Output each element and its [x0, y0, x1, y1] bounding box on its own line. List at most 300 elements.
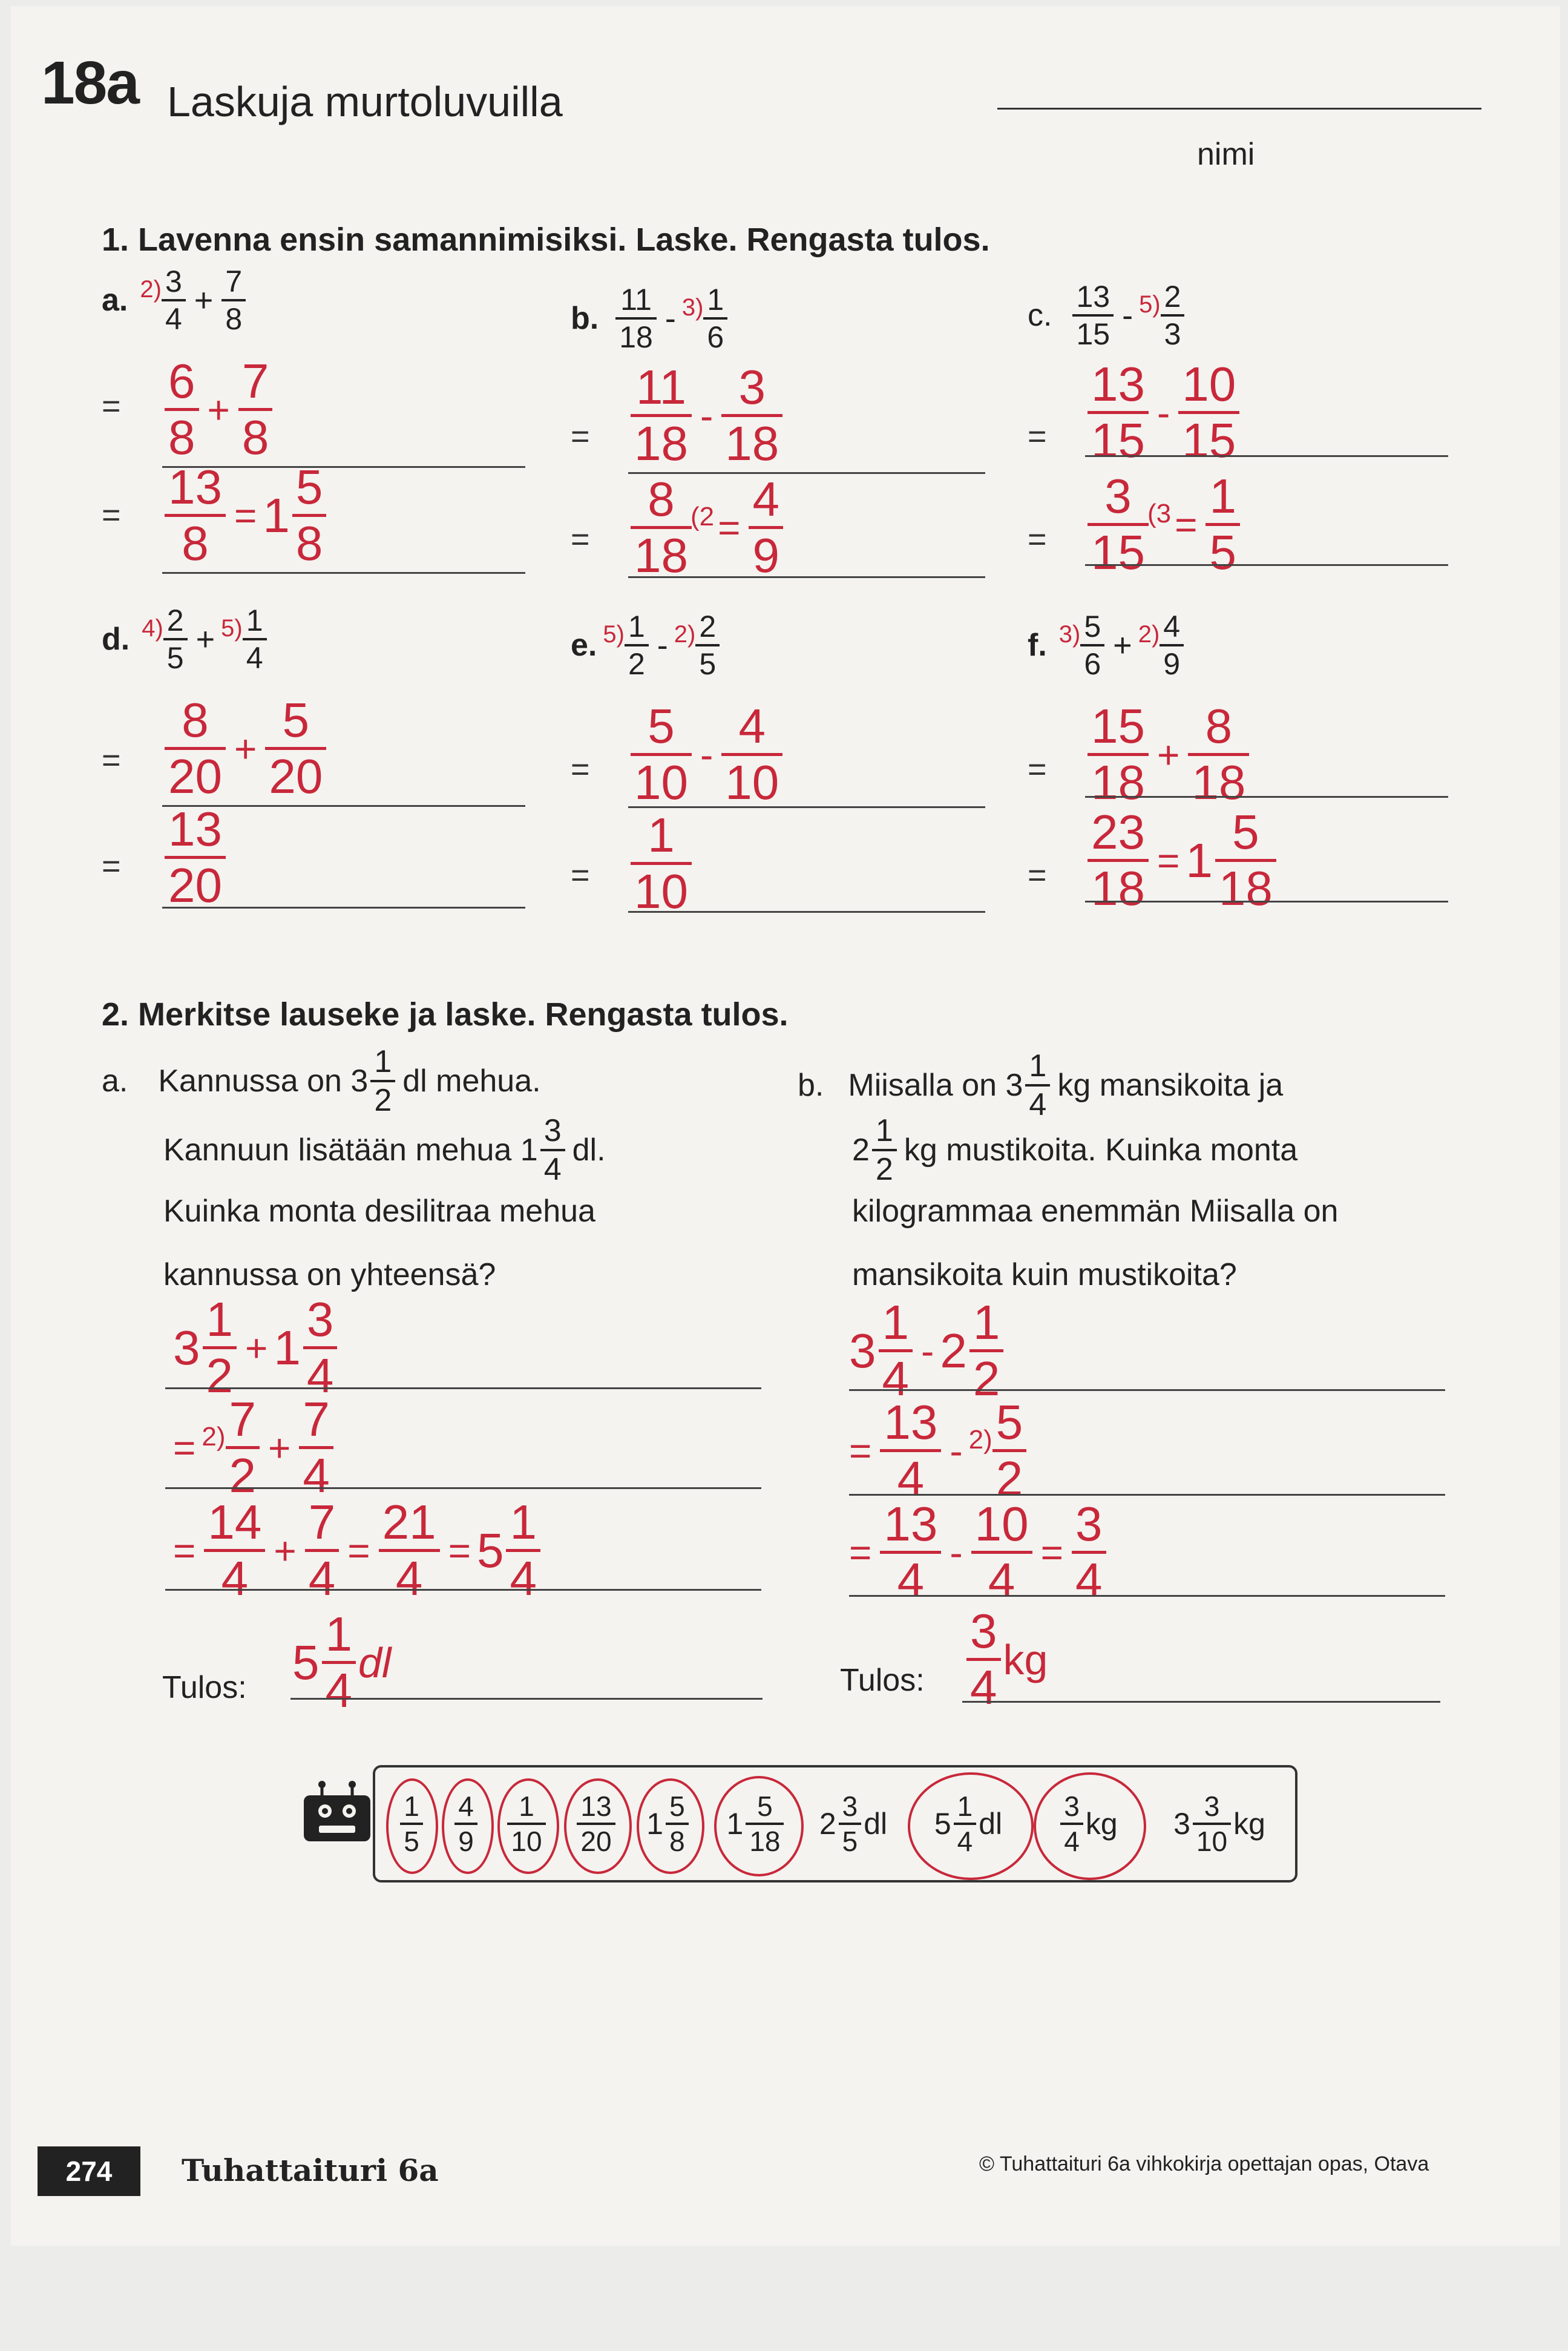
- operator: +: [207, 387, 230, 432]
- denominator: 20: [269, 749, 323, 803]
- numerator: 3: [543, 1113, 562, 1148]
- numerator: 1: [325, 1607, 352, 1661]
- task1-c-letter: c.: [1028, 298, 1052, 333]
- problem-text: Kannuun lisätään mehua 1: [163, 1133, 538, 1168]
- denominator: 4: [543, 1152, 562, 1187]
- task1-a-step2: [162, 460, 329, 570]
- fraction: [165, 693, 226, 803]
- fraction: [243, 605, 267, 673]
- denominator: 2: [206, 1349, 233, 1402]
- unit: kg: [1085, 1807, 1118, 1841]
- answer-line[interactable]: [628, 911, 985, 913]
- operator: =: [1040, 1530, 1064, 1574]
- whole-number: 2: [819, 1807, 836, 1841]
- page-title: Laskuja murtoluvuilla: [167, 78, 563, 125]
- numerator: 4: [752, 472, 779, 526]
- denominator: 9: [458, 1826, 474, 1857]
- numerator: 3: [165, 265, 182, 298]
- name-label: nimi: [1197, 137, 1255, 172]
- answer-line[interactable]: [162, 572, 525, 574]
- numerator: 5: [295, 460, 323, 514]
- task1-f-step2: [1085, 805, 1279, 915]
- fraction: [303, 1292, 338, 1402]
- task1-f-letter: f.: [1028, 628, 1047, 663]
- denominator: 4: [882, 1352, 909, 1406]
- expand-mark: 5): [221, 614, 243, 642]
- answer-circle: [714, 1776, 804, 1876]
- task1-b-letter: b.: [571, 301, 599, 336]
- answer-line[interactable]: [1085, 564, 1448, 566]
- numerator: 13: [168, 460, 222, 514]
- equals-sign: =: [1028, 857, 1047, 893]
- numerator: 7: [241, 354, 269, 408]
- denominator: 5: [842, 1826, 858, 1857]
- denominator: 4: [957, 1826, 973, 1857]
- operator: +: [268, 1425, 291, 1470]
- fraction: [1188, 699, 1249, 809]
- answer-line[interactable]: [165, 1487, 761, 1489]
- fraction: [971, 1497, 1032, 1607]
- expand-mark: 2): [968, 1424, 992, 1455]
- result-line[interactable]: [290, 1698, 763, 1700]
- operator: =: [173, 1425, 196, 1470]
- numerator: 1: [707, 283, 724, 317]
- numerator: 13: [580, 1790, 612, 1822]
- whole-number: 5: [476, 1523, 504, 1577]
- equals-sign: =: [571, 857, 590, 893]
- denominator: 8: [168, 410, 195, 464]
- page-number-badge: 18a: [41, 49, 139, 117]
- task1-c-problem: [1028, 281, 1187, 349]
- fraction: [1080, 611, 1104, 679]
- fraction: [625, 611, 649, 679]
- operator: +: [234, 726, 257, 771]
- equals-sign: =: [571, 418, 590, 455]
- answer-line[interactable]: [628, 472, 985, 474]
- numerator: 23: [1091, 805, 1145, 859]
- reduce-mark: (2: [690, 501, 715, 531]
- denominator: 15: [1091, 413, 1145, 467]
- fraction: [992, 1395, 1027, 1505]
- fraction: [379, 1495, 440, 1605]
- task1-a-problem: [102, 266, 248, 334]
- numerator: 7: [303, 1392, 330, 1446]
- numerator: 7: [308, 1495, 336, 1549]
- numerator: 3: [1204, 1790, 1220, 1822]
- numerator: 5: [1084, 610, 1101, 643]
- task2-a-work2: [173, 1392, 336, 1502]
- answer-circle: [637, 1778, 704, 1874]
- equals-sign: =: [571, 521, 590, 557]
- denominator: 2: [973, 1352, 1000, 1406]
- numerator: 1: [246, 603, 263, 637]
- fraction: [721, 360, 782, 470]
- task2-a-result-label: Tulos:: [162, 1670, 247, 1705]
- numerator: 8: [648, 472, 675, 526]
- denominator: 20: [168, 749, 222, 803]
- fraction: [1161, 281, 1185, 349]
- answer-line[interactable]: [849, 1595, 1445, 1597]
- operator: =: [718, 505, 741, 550]
- fraction: [370, 1046, 395, 1116]
- operator: -: [950, 1429, 963, 1473]
- answer-line[interactable]: [162, 907, 525, 909]
- fraction: [238, 354, 273, 464]
- numerator: 14: [208, 1495, 262, 1549]
- answer-line[interactable]: [849, 1494, 1445, 1496]
- denominator: 20: [580, 1826, 612, 1857]
- fraction: [1087, 357, 1149, 467]
- answer-line[interactable]: [165, 1589, 761, 1591]
- fraction: [1160, 611, 1184, 679]
- task1-e-step2: [628, 808, 694, 918]
- whole-number: 1: [646, 1807, 664, 1841]
- operator: -: [1122, 297, 1133, 334]
- task2-b-result-label: Tulos:: [840, 1663, 925, 1698]
- denominator: 8: [241, 410, 269, 464]
- denominator: 2: [628, 647, 645, 681]
- task1-c-step2: [1085, 469, 1242, 579]
- denominator: 4: [510, 1551, 537, 1605]
- numerator: 10: [974, 1497, 1029, 1551]
- answer-choice[interactable]: [802, 1767, 905, 1880]
- task2-b-work2: [849, 1395, 1029, 1505]
- answer-line[interactable]: [1085, 901, 1448, 903]
- denominator: 15: [1091, 525, 1145, 579]
- task1-a-letter: a.: [102, 283, 128, 318]
- denominator: 4: [308, 1551, 336, 1605]
- unit: dl: [358, 1639, 392, 1686]
- equals-sign: =: [102, 388, 121, 424]
- numerator: 3: [842, 1790, 858, 1822]
- denominator: 9: [1163, 647, 1181, 681]
- expand-mark: 5): [603, 620, 625, 648]
- answer-line[interactable]: [1085, 455, 1448, 457]
- answer-circle: [497, 1778, 559, 1874]
- denominator: 5: [404, 1826, 419, 1857]
- whole-number: 1: [1186, 833, 1213, 887]
- task1-b-step1: [628, 360, 785, 470]
- numerator: 1: [519, 1790, 534, 1822]
- whole-number: 1: [726, 1807, 744, 1841]
- operator: =: [347, 1528, 370, 1573]
- numerator: 1: [973, 1295, 1000, 1349]
- fraction: [1215, 805, 1276, 915]
- numerator: 4: [1163, 610, 1181, 643]
- problem-text: dl mehua.: [402, 1064, 541, 1099]
- fraction: [292, 460, 327, 570]
- task2-a-work1: [173, 1292, 340, 1402]
- denominator: 4: [165, 302, 182, 336]
- answer-line[interactable]: [628, 576, 985, 578]
- numerator: 6: [168, 354, 195, 408]
- fraction: [880, 1395, 941, 1505]
- denominator: 18: [749, 1826, 781, 1857]
- task1-d-step1: [162, 693, 329, 803]
- fraction: [165, 802, 226, 912]
- task2-a-line3: Kuinka monta desilitraa mehua: [163, 1194, 595, 1229]
- denominator: 10: [634, 755, 688, 809]
- answer-circle: [564, 1778, 632, 1874]
- answer-line[interactable]: [165, 1387, 761, 1389]
- fraction: [969, 1295, 1004, 1406]
- numerator: 3: [1064, 1790, 1080, 1822]
- denominator: 4: [1029, 1087, 1047, 1122]
- numerator: 13: [884, 1497, 938, 1551]
- numerator: 13: [1076, 280, 1110, 314]
- fraction: [1072, 1497, 1106, 1607]
- whole-number: 3: [849, 1323, 876, 1378]
- task2-a-line2: [163, 1115, 606, 1185]
- denominator: 15: [1076, 317, 1110, 351]
- task2-b-work3: [849, 1497, 1109, 1607]
- fraction: [631, 808, 692, 918]
- numerator: 1: [404, 1790, 419, 1822]
- fraction: [162, 266, 186, 334]
- denominator: 8: [225, 302, 243, 336]
- operator: -: [921, 1329, 934, 1373]
- problem-text: Kannussa on 3: [158, 1064, 369, 1099]
- numerator: 3: [970, 1604, 997, 1658]
- denominator: 4: [246, 641, 263, 675]
- equals-sign: =: [102, 742, 121, 778]
- operator: +: [195, 621, 215, 657]
- task1-f-problem: [1028, 611, 1186, 679]
- denominator: 18: [1091, 861, 1145, 915]
- robot-icon: [298, 1780, 376, 1846]
- task1-e-letter: e.: [571, 628, 597, 663]
- whole-number: 1: [263, 488, 290, 542]
- answer-circle: [442, 1778, 494, 1874]
- denominator: 4: [970, 1660, 997, 1714]
- problem-text: kg mustikoita. Kuinka monta: [904, 1133, 1298, 1168]
- footer-page-number: 274: [38, 2146, 140, 2196]
- numerator: 5: [282, 693, 310, 747]
- denominator: 10: [1196, 1826, 1228, 1857]
- fraction: [1025, 1050, 1050, 1120]
- denominator: 5: [699, 647, 717, 681]
- fraction: [721, 699, 782, 809]
- fraction: [1087, 469, 1149, 579]
- numerator: 1: [628, 610, 645, 643]
- numerator: 1: [510, 1495, 537, 1549]
- task2-b-line2: [852, 1115, 1297, 1185]
- numerator: 1: [1209, 469, 1236, 523]
- denominator: 4: [897, 1553, 925, 1607]
- answer-circle: [1034, 1772, 1146, 1880]
- denominator: 6: [1084, 647, 1101, 681]
- equals-sign: =: [102, 497, 121, 533]
- task1-b-problem: [571, 284, 730, 352]
- result-line[interactable]: [962, 1701, 1440, 1703]
- operator: +: [194, 282, 214, 318]
- worksheet-page: [11, 6, 1560, 2246]
- denominator: 8: [669, 1826, 685, 1857]
- task2-a-work3: [173, 1495, 543, 1605]
- denominator: 4: [221, 1551, 249, 1605]
- denominator: 18: [1218, 861, 1273, 915]
- denominator: 9: [752, 528, 779, 582]
- operator: +: [1113, 627, 1132, 663]
- task1-d-step2: [162, 802, 228, 912]
- task2-b-line4: mansikoita kuin mustikoita?: [852, 1257, 1237, 1292]
- footer-brand: Tuhattaituri 6a: [182, 2152, 439, 2188]
- denominator: 4: [1064, 1826, 1080, 1857]
- expand-mark: 2): [140, 275, 162, 303]
- whole-number: 5: [934, 1807, 951, 1841]
- denominator: 18: [1091, 755, 1145, 809]
- fraction: [1178, 357, 1239, 467]
- task2-title: 2. Merkitse lauseke ja laske. Rengasta tulos.: [102, 996, 789, 1033]
- expand-mark: 5): [1139, 291, 1161, 318]
- task2-a-line1: [102, 1046, 541, 1116]
- fraction: [880, 1497, 941, 1607]
- fraction: [204, 1495, 265, 1605]
- equals-sign: =: [1028, 521, 1047, 557]
- denominator: 10: [725, 755, 779, 809]
- fraction: [305, 1495, 340, 1605]
- numerator: 21: [382, 1495, 436, 1549]
- numerator: 4: [738, 699, 766, 753]
- task1-c-step1: [1085, 357, 1242, 467]
- operator: =: [1175, 502, 1198, 547]
- task2-b-result: [964, 1604, 1048, 1714]
- whole-number: 2: [940, 1323, 967, 1378]
- operator: +: [1156, 732, 1180, 777]
- denominator: 20: [168, 858, 222, 912]
- fraction: [872, 1115, 897, 1185]
- denominator: 4: [325, 1663, 352, 1717]
- task2-a-line4: kannussa on yhteensä?: [163, 1257, 496, 1292]
- unit: dl: [979, 1807, 1003, 1841]
- denominator: 4: [395, 1551, 423, 1605]
- denominator: 2: [996, 1452, 1023, 1505]
- answer-line[interactable]: [628, 806, 985, 808]
- numerator: 1: [1029, 1048, 1047, 1083]
- operator: =: [849, 1530, 872, 1574]
- numerator: 3: [1104, 469, 1132, 523]
- name-input-line[interactable]: [997, 108, 1481, 110]
- numerator: 2: [699, 610, 717, 643]
- reduce-mark: (3: [1147, 498, 1172, 528]
- unit: kg: [1003, 1636, 1048, 1683]
- equals-sign: =: [1028, 418, 1047, 455]
- fraction: [631, 360, 692, 470]
- expand-mark: 2): [1138, 620, 1160, 648]
- numerator: 13: [1091, 357, 1145, 411]
- task1-d-letter: d.: [102, 622, 130, 657]
- numerator: 7: [225, 265, 243, 298]
- fraction: [540, 1115, 565, 1185]
- task2-b-work1: [849, 1295, 1006, 1406]
- numerator: 11: [635, 360, 687, 414]
- denominator: 8: [295, 516, 323, 570]
- numerator: 1: [648, 808, 675, 862]
- answer-line[interactable]: [849, 1389, 1445, 1391]
- fraction: [165, 460, 226, 570]
- equals-sign: =: [571, 751, 590, 788]
- fraction: [631, 699, 692, 809]
- fraction: [1072, 281, 1114, 349]
- fraction: [221, 266, 246, 334]
- denominator: 2: [374, 1083, 392, 1118]
- answer-choice[interactable]: [1156, 1767, 1283, 1880]
- operator: +: [245, 1326, 268, 1370]
- whole-number: 3: [173, 1320, 200, 1375]
- operator: +: [274, 1528, 297, 1573]
- task1-title: 1. Lavenna ensin samannimisiksi. Laske. Rengasta tulos.: [102, 222, 990, 258]
- numerator: 2: [1164, 280, 1181, 314]
- expand-mark: 3): [681, 294, 704, 321]
- unit: dl: [864, 1807, 888, 1841]
- numerator: 5: [757, 1790, 773, 1822]
- operator: =: [849, 1429, 872, 1473]
- denominator: 4: [897, 1452, 925, 1505]
- operator: =: [448, 1528, 471, 1573]
- task1-f-step1: [1085, 699, 1251, 809]
- operator: -: [700, 732, 713, 777]
- task1-d-problem: [102, 605, 269, 673]
- equals-sign: =: [102, 848, 121, 884]
- fraction: [1206, 469, 1240, 579]
- numerator: 11: [620, 283, 652, 317]
- task2-b-letter: b.: [798, 1068, 824, 1103]
- fraction: [749, 472, 783, 582]
- problem-text: dl.: [572, 1133, 606, 1168]
- whole-number: 1: [274, 1320, 301, 1375]
- problem-text: kg mansikoita ja: [1057, 1068, 1284, 1103]
- numerator: 5: [1232, 805, 1259, 859]
- numerator: 5: [648, 699, 675, 753]
- denominator: 6: [707, 320, 724, 354]
- operator: =: [1156, 838, 1180, 883]
- numerator: 3: [306, 1292, 334, 1346]
- numerator: 8: [182, 693, 209, 747]
- numerator: 2: [166, 603, 184, 637]
- operator: =: [234, 493, 257, 538]
- numerator: 5: [669, 1790, 685, 1822]
- denominator: 2: [229, 1448, 256, 1502]
- numerator: 1: [882, 1295, 909, 1349]
- operator: -: [657, 627, 668, 663]
- fraction: [203, 1292, 237, 1402]
- numerator: 1: [206, 1292, 233, 1346]
- numerator: 1: [957, 1790, 973, 1822]
- numerator: 1: [875, 1113, 893, 1148]
- fraction: [966, 1604, 1001, 1714]
- expand-mark: 2): [674, 620, 696, 648]
- task1-e-problem: [571, 611, 722, 679]
- operator: -: [700, 393, 713, 438]
- expand-mark: 3): [1058, 620, 1081, 648]
- fraction: [163, 605, 188, 673]
- fraction: [165, 354, 199, 464]
- numerator: 10: [1182, 357, 1236, 411]
- numerator: 3: [1075, 1497, 1103, 1551]
- fraction: [615, 284, 657, 352]
- fraction: [506, 1495, 540, 1605]
- unit: kg: [1233, 1807, 1265, 1841]
- answer-line[interactable]: [1085, 796, 1448, 798]
- whole-number: 5: [292, 1635, 320, 1689]
- numerator: 13: [884, 1395, 938, 1449]
- operator: -: [664, 300, 676, 337]
- fraction: [1087, 699, 1149, 809]
- fraction: [695, 611, 720, 679]
- denominator: 4: [988, 1553, 1015, 1607]
- denominator: 4: [306, 1349, 334, 1402]
- numerator: 1: [374, 1044, 392, 1079]
